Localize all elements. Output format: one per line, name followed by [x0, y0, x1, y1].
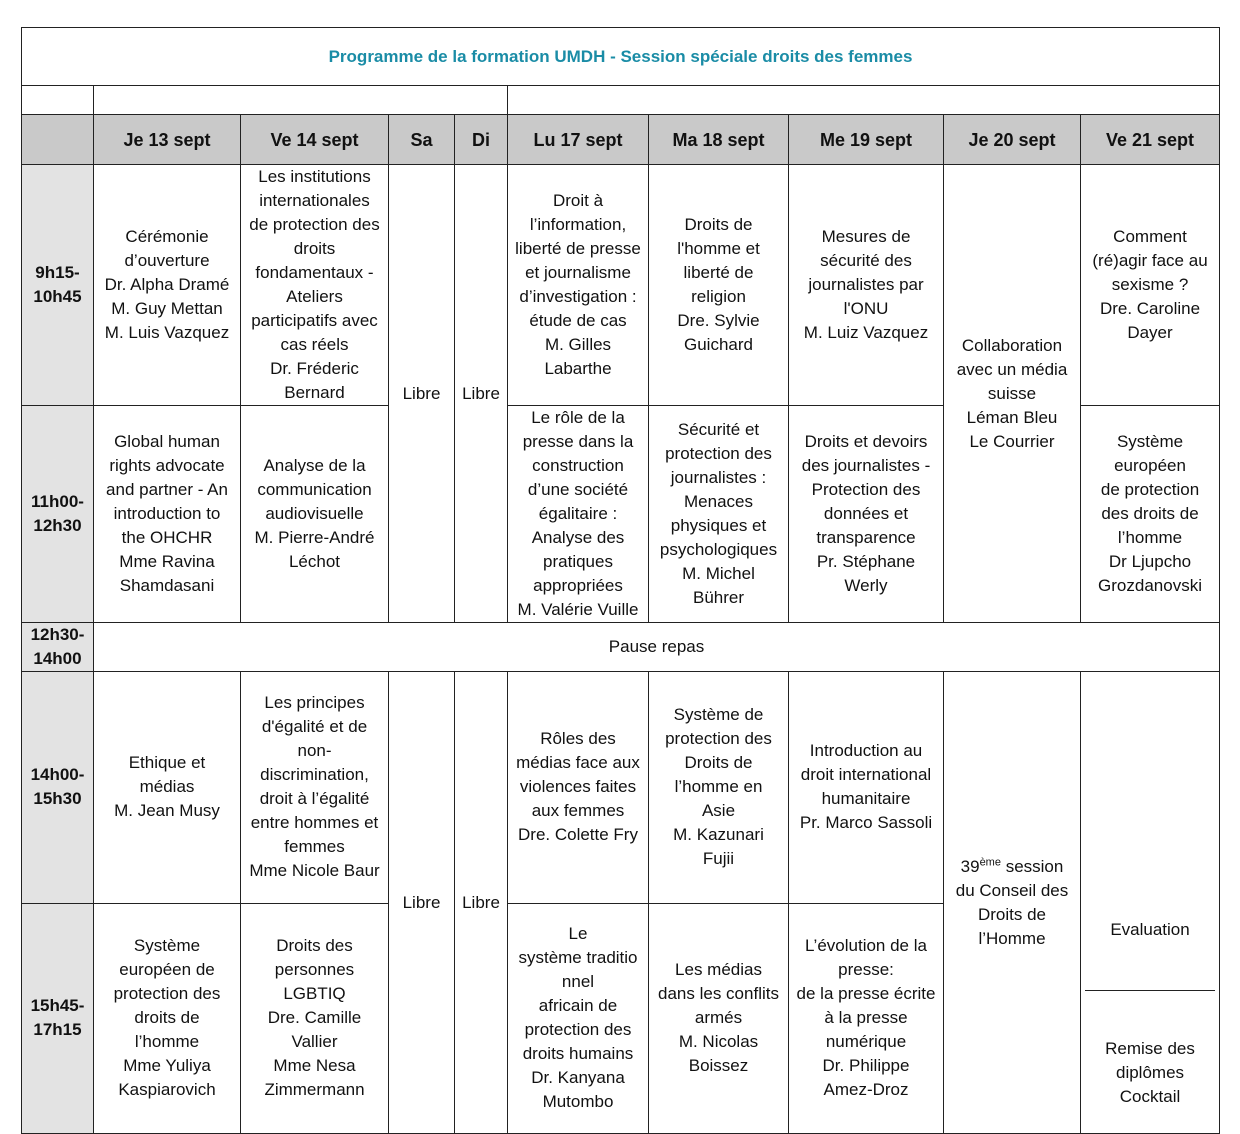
session-cell: Système de protection des Droits de l’homme en Asie M. Kazunari Fujii [649, 672, 789, 904]
session-cell: Sécurité et protection des journalistes : Menaces physiques et psychologiques M. Michel Bührer [649, 406, 789, 623]
divider [1085, 990, 1215, 991]
programme-table [21, 27, 1220, 1134]
time-slot: 12h30- 14h00 [22, 623, 94, 672]
session-cell: Le système traditio nnel africain de protection des droits humains Dr. Kanyana Mutombo [508, 903, 649, 1133]
lunch-break: Pause repas [94, 623, 1220, 672]
session-cell: Droits des personnes LGBTIQ Dre. Camille Vallier Mme Nesa Zimmermann [241, 903, 389, 1133]
session-cell [1081, 672, 1220, 1134]
day-header: Ve 14 sept [241, 115, 389, 165]
time-slot: 14h00- 15h30 [22, 672, 94, 904]
session-cell: Ethique et médias M. Jean Musy [94, 672, 241, 904]
session-cell: Système européen de protection des droits de l’homme Mme Yuliya Kaspiarovich [94, 903, 241, 1133]
session-cell: L’évolution de la presse: de la presse écrite à la presse numérique Dr. Philippe Amez-Droz [789, 903, 944, 1133]
session-number: 39 [960, 856, 980, 876]
session-cell: Le rôle de la presse dans la construction d’une société égalitaire : Analyse des pratiques appropriées M. Valérie Vuille [508, 406, 649, 623]
day-header: Lu 17 sept [508, 115, 649, 165]
session-cell: Rôles des médias face aux violences faites aux femmes Dre. Colette Fry [508, 672, 649, 904]
session-cell: Droit à l’information, liberté de presse et journalisme d’investigation : étude de cas M. Gilles Labarthe [508, 165, 649, 406]
session-cell: Les institutions internationales de protection des droits fondamentaux - Ateliers participatifs avec cas réels Dr. Fréderic Bernard [241, 165, 389, 406]
session-cell: Les principes d'égalité et de non- discrimination, droit à l’égalité entre hommes et femmes Mme Nicole Baur [241, 672, 389, 904]
evaluation-text: Evaluation [1110, 920, 1190, 939]
day-header: Sa [389, 115, 455, 165]
time-slot: 9h15- 10h45 [22, 165, 94, 406]
day-header: Je 13 sept [94, 115, 241, 165]
session-cell: Les médias dans les conflits armés M. Nicolas Boissez [649, 903, 789, 1133]
session-cell: Droits et devoirs des journalistes - Protection des données et transparence Pr. Stéphane Werly [789, 406, 944, 623]
closing-text: Remise des diplômes Cocktail [1105, 1039, 1195, 1106]
free-cell: Libre [455, 672, 508, 1134]
spacer-cell [22, 86, 94, 115]
free-cell: Libre [389, 672, 455, 1134]
day-header: Ve 21 sept [1081, 115, 1220, 165]
session-cell: Global human rights advocate and partner - An introduction to the OHCHR Mme Ravina Shamdasani [94, 406, 241, 623]
superscript: ème [979, 855, 1001, 868]
time-slot: 11h00- 12h30 [22, 406, 94, 623]
day-header: Me 19 sept [789, 115, 944, 165]
day-header: Ma 18 sept [649, 115, 789, 165]
session-cell: Collaboration avec un média suisse Léman Bleu Le Courrier [944, 165, 1081, 623]
free-cell: Libre [455, 165, 508, 623]
session-cell: Droits de l'homme et liberté de religion Dre. Sylvie Guichard [649, 165, 789, 406]
session-cell: Introduction au droit international humanitaire Pr. Marco Sassoli [789, 672, 944, 904]
session-cell: Comment (ré)agir face au sexisme ? Dre. Caroline Dayer [1081, 165, 1220, 406]
session-cell: Analyse de la communication audiovisuelle M. Pierre-André Léchot [241, 406, 389, 623]
session-cell: Cérémonie d’ouverture Dr. Alpha Dramé M. Guy Mettan M. Luis Vazquez [94, 165, 241, 406]
session-cell [944, 672, 1081, 1134]
session-text: session du Conseil des Droits de l’Homme [955, 856, 1069, 948]
day-header: Je 20 sept [944, 115, 1081, 165]
page-title: Programme de la formation UMDH - Session spéciale droits des femmes [22, 28, 1220, 86]
free-cell: Libre [389, 165, 455, 623]
session-cell: Système européen de protection des droits de l’homme Dr Ljupcho Grozdanovski [1081, 406, 1220, 623]
spacer-cell [94, 86, 508, 115]
spacer-cell [508, 86, 1220, 115]
corner-header [22, 115, 94, 165]
day-header: Di [455, 115, 508, 165]
time-slot: 15h45- 17h15 [22, 903, 94, 1133]
session-cell: Mesures de sécurité des journalistes par l'ONU M. Luiz Vazquez [789, 165, 944, 406]
